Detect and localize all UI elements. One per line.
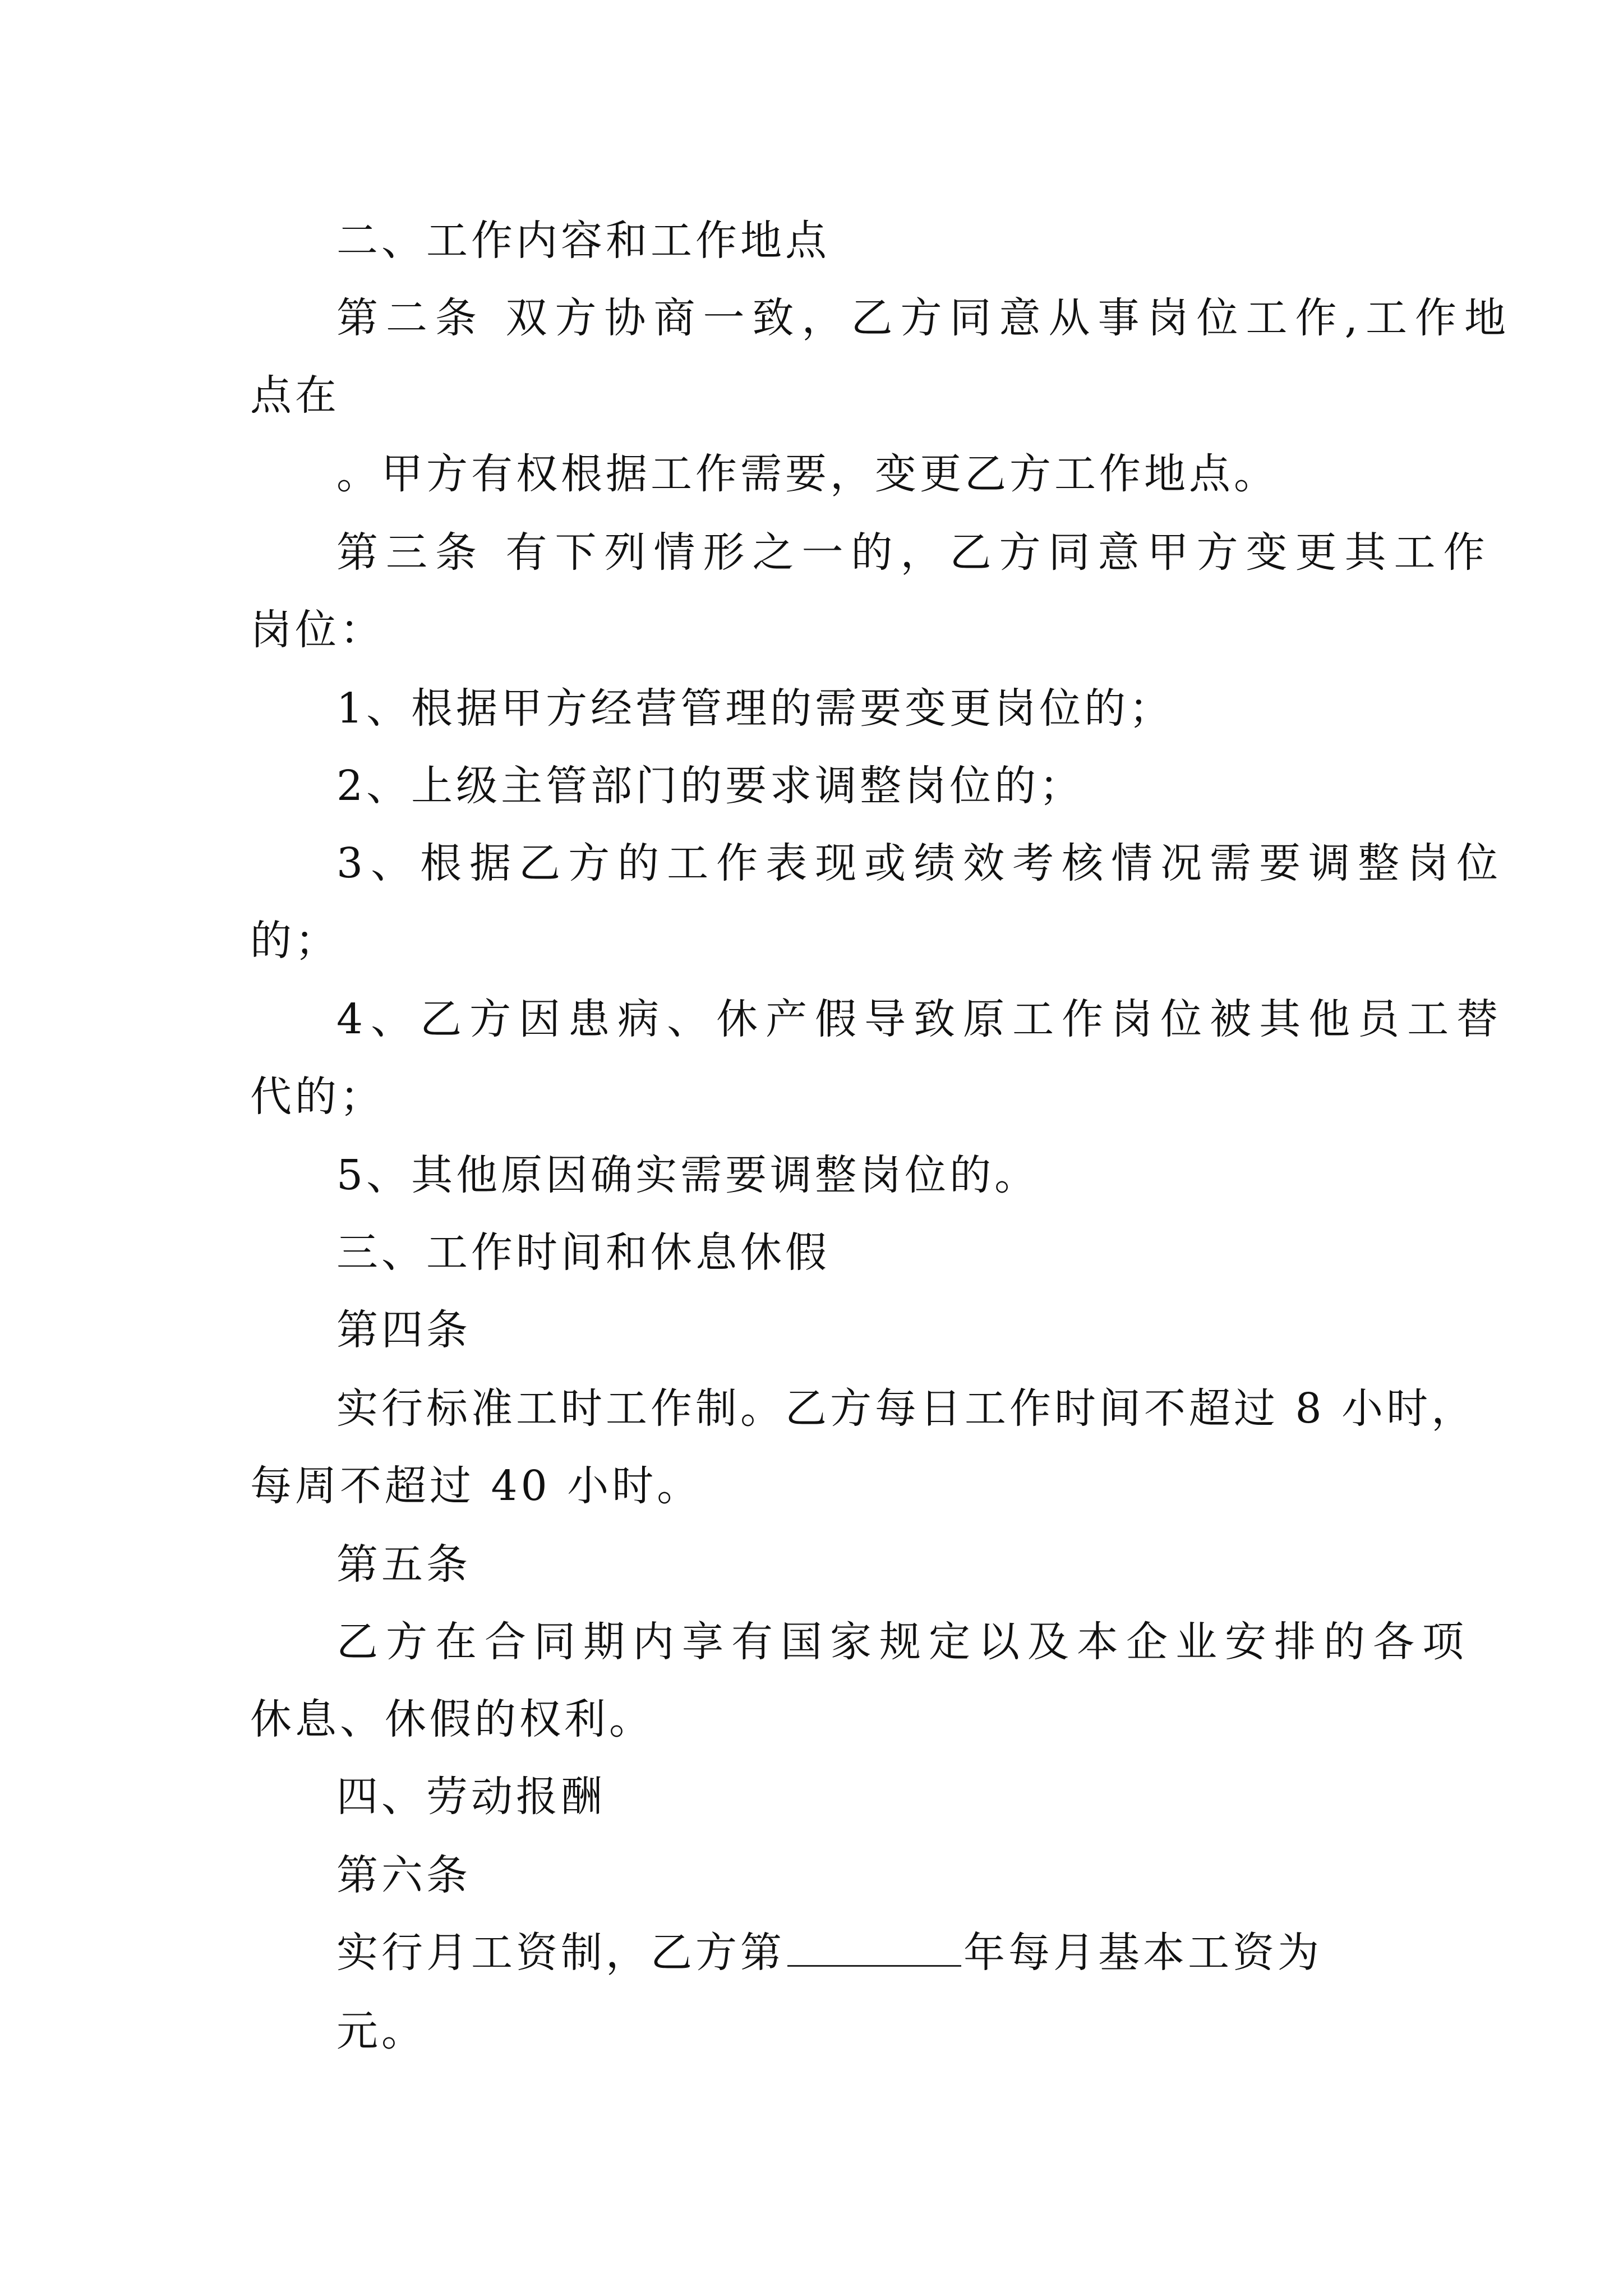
article-4-title: 第四条 — [336, 1306, 471, 1354]
article-3-line-1: 第三条 有下列情形之一的，乙方同意甲方变更其工作 — [336, 528, 1493, 577]
article-2-line-3: 。甲方有权根据工作需要，变更乙方工作地点。 — [336, 450, 1279, 498]
salary-line — [336, 1929, 1322, 1977]
article-6-title: 第六条 — [336, 1851, 471, 1899]
article-2-line-2: 点在 — [250, 371, 340, 420]
list-item-5: 5、其他原因确实需要调整岗位的。 — [336, 1151, 1040, 1199]
article-5-line-1: 乙方在合同期内享有国家规定以及本企业安排的各项 — [336, 1618, 1472, 1666]
article-4-line-2: 每周不超过 40 小时。 — [250, 1462, 702, 1510]
list-item-3-line-2: 的； — [250, 917, 340, 965]
article-5-line-2: 休息、休假的权利。 — [250, 1695, 654, 1743]
salary-line-after: 年每月基本工资为 — [963, 1929, 1322, 1977]
list-item-3-line-1: 3、根据乙方的工作表现或绩效考核情况需要调整岗位 — [336, 839, 1506, 887]
salary-line-before: 实行月工资制，乙方第 — [336, 1929, 785, 1977]
article-2-line-1: 第二条 双方协商一致，乙方同意从事岗位工作,工作地 — [336, 294, 1514, 342]
salary-unit-line: 元。 — [336, 2007, 426, 2055]
article-5-title: 第五条 — [336, 1540, 471, 1589]
article-4-line-1: 实行标准工时工作制。乙方每日工作时间不超过 8 小时， — [336, 1384, 1477, 1433]
article-3-line-2: 岗位： — [250, 606, 385, 654]
section-heading-3: 三、工作时间和休息休假 — [336, 1228, 830, 1277]
list-item-4-line-2: 代的； — [250, 1073, 385, 1121]
list-item-4-line-1: 4、乙方因患病、休产假导致原工作岗位被其他员工替 — [336, 995, 1506, 1043]
year-blank-field[interactable] — [787, 1932, 961, 1967]
section-heading-4: 四、劳动报酬 — [336, 1773, 606, 1821]
list-item-2: 2、上级主管部门的要求调整岗位的； — [336, 762, 1085, 810]
list-item-1: 1、根据甲方经营管理的需要变更岗位的； — [336, 684, 1174, 733]
section-heading-2: 二、工作内容和工作地点 — [336, 217, 830, 265]
